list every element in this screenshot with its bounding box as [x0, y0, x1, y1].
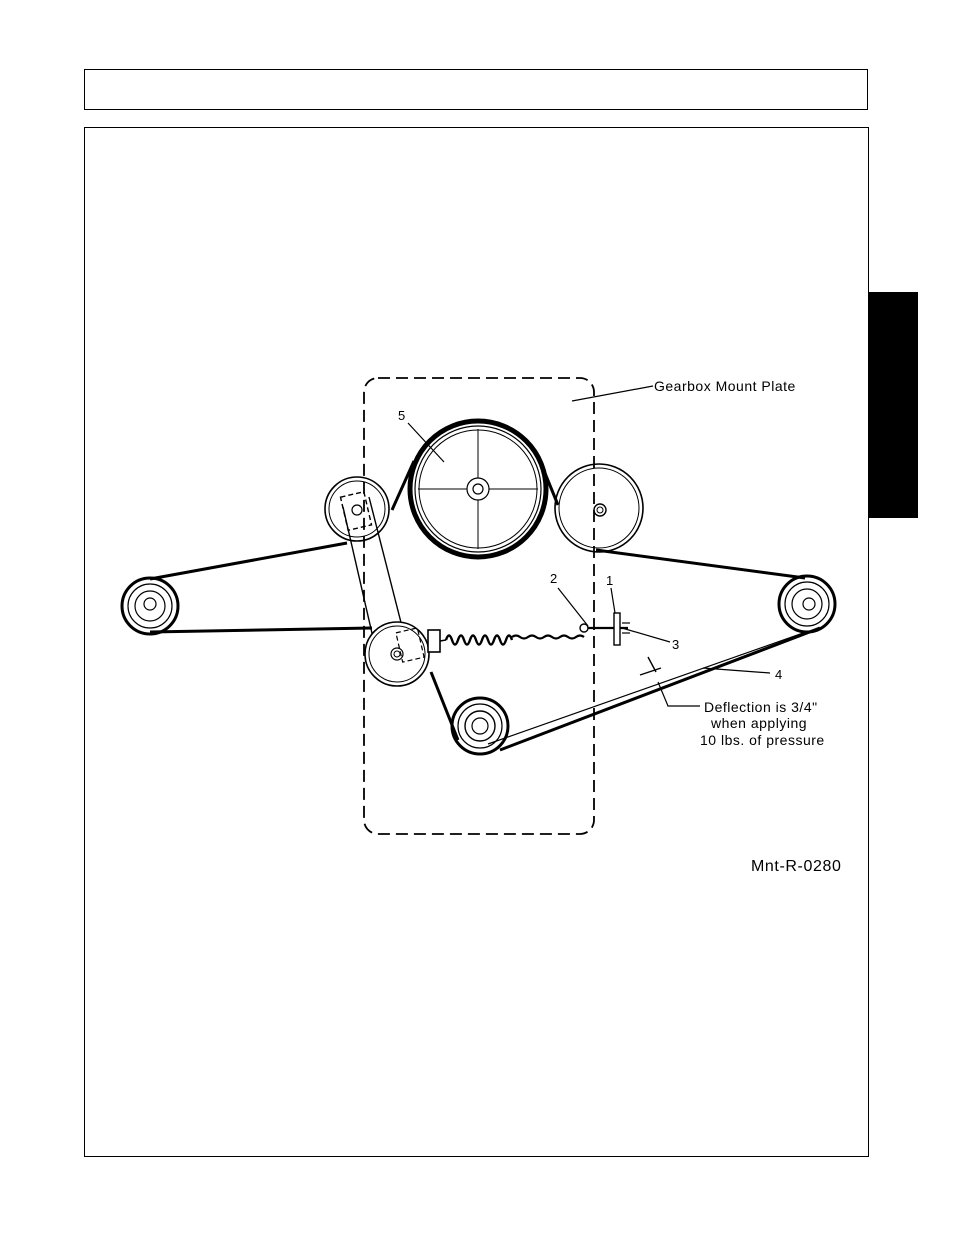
- gearbox-mount-plate-label: Gearbox Mount Plate: [654, 378, 796, 394]
- leader-5: [408, 423, 444, 462]
- bracket-plate: [614, 613, 620, 645]
- belt-bottom-left: [150, 628, 372, 632]
- belt-tensioner-to-bottom: [431, 672, 458, 740]
- tensioner-idler: [365, 622, 429, 686]
- leader-1: [611, 588, 615, 613]
- deflection-note-line1: Deflection is 3/4": [704, 699, 818, 715]
- deflection-note-line2: when applying: [711, 715, 808, 731]
- belt-top-right: [596, 550, 805, 578]
- main-gearbox-sheave: [410, 421, 546, 557]
- callout-2: 2: [550, 571, 558, 586]
- callout-5: 5: [398, 408, 406, 423]
- deflection-marks: [640, 657, 661, 675]
- right-sheave: [779, 576, 835, 632]
- left-sheave: [122, 578, 178, 634]
- leader-gearbox-plate: [572, 386, 653, 401]
- deflection-note-line3: 10 lbs. of pressure: [700, 732, 825, 748]
- figure-code: Mnt-R-0280: [751, 858, 842, 875]
- gearbox-mount-plate-outline: [364, 378, 594, 834]
- belt-top-left: [150, 543, 347, 579]
- callout-3: 3: [672, 637, 680, 652]
- callout-1: 1: [606, 573, 614, 588]
- bottom-sheave: [452, 698, 508, 754]
- leader-3: [622, 628, 670, 642]
- upper-left-idler: [325, 477, 389, 541]
- leader-4: [703, 668, 770, 673]
- leader-2: [558, 588, 588, 626]
- spring-tensioner-assembly: [428, 613, 630, 652]
- callout-4: 4: [775, 667, 783, 682]
- leader-deflection: [658, 682, 700, 706]
- right-idler: [555, 464, 643, 552]
